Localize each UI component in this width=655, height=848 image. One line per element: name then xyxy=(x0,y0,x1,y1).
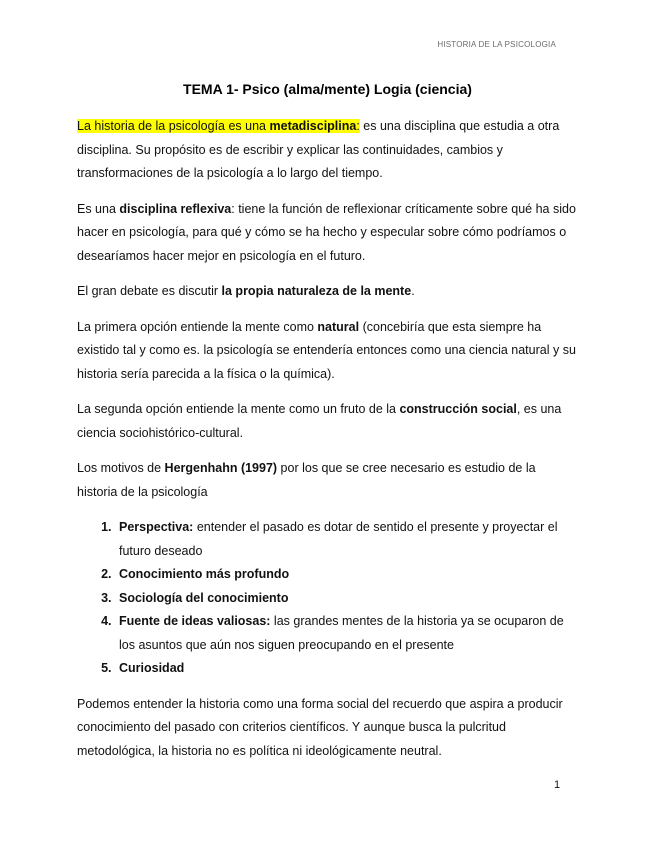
reasons-list xyxy=(77,516,579,681)
bold-term: natural xyxy=(317,319,360,334)
highlighted-text: La historia de la psicología es una metadisciplina: xyxy=(77,119,360,133)
bold-term: disciplina reflexiva xyxy=(119,201,232,216)
list-item: 4. Fuente de ideas valiosas: las grandes mentes de la historia ya se ocuparon de los asuntos que aún nos siguen preocupando en el presente xyxy=(115,610,579,657)
bold-term: construcción social xyxy=(399,402,517,416)
list-item: 3. Sociología del conocimiento xyxy=(115,587,579,611)
document-body xyxy=(77,115,579,775)
list-item: 2. Conocimiento más profundo xyxy=(115,563,579,587)
bold-term: metadisciplina xyxy=(269,119,357,133)
paragraph-metadisciplina: La historia de la psicología es una metadisciplina: es una disciplina que estudia a otra disciplina. Su propósito es de escribir y explicar las continuidades, cambios y transformaciones de la psicología a lo largo del tiempo. xyxy=(77,119,560,180)
paragraph-primera-opcion: La primera opción entiende la mente como natural (concebiría que esta siempre ha existido tal y como es. la psicología se entendería entonces como una ciencia natural y su historia sería parecida a la física o la química). xyxy=(77,319,576,381)
paragraph-motivos: Los motivos de Hergenhahn (1997) por los que se cree necesario es estudio de la historia de la psicología xyxy=(77,461,536,499)
bold-term: la propia naturaleza de la mente xyxy=(221,284,412,298)
paragraph-debate: El gran debate es discutir la propia naturaleza de la mente. xyxy=(77,284,415,298)
paragraph-segunda-opcion: La segunda opción entiende la mente como un fruto de la construcción social, es una ciencia sociohistórico-cultural. xyxy=(77,402,562,440)
page-title: TEMA 1- Psico (alma/mente) Logia (ciencia) xyxy=(183,81,472,97)
page-number: 1 xyxy=(554,779,561,791)
paragraph-reflexiva: Es una disciplina reflexiva: tiene la función de reflexionar críticamente sobre qué ha sido hacer en psicología, para qué y cómo se ha hecho y especular sobre cómo podríamos o desearíamos hacer mejor en psicología en el futuro. xyxy=(77,201,576,263)
list-item: 1. Perspectiva: entender el pasado es dotar de sentido el presente y proyectar el futuro deseado xyxy=(115,516,579,563)
running-header: HISTORIA DE LA PSICOLOGIA xyxy=(437,40,556,49)
bold-term: Hergenhahn (1997) xyxy=(164,461,278,475)
paragraph-conclusion: Podemos entender la historia como una forma social del recuerdo que aspira a producir conocimiento del pasado con criterios científicos. Y aunque busca la pulcritud metodológica, la historia no es política ni ideológicamente neutral. xyxy=(77,696,563,758)
list-item: 5. Curiosidad xyxy=(115,657,579,681)
